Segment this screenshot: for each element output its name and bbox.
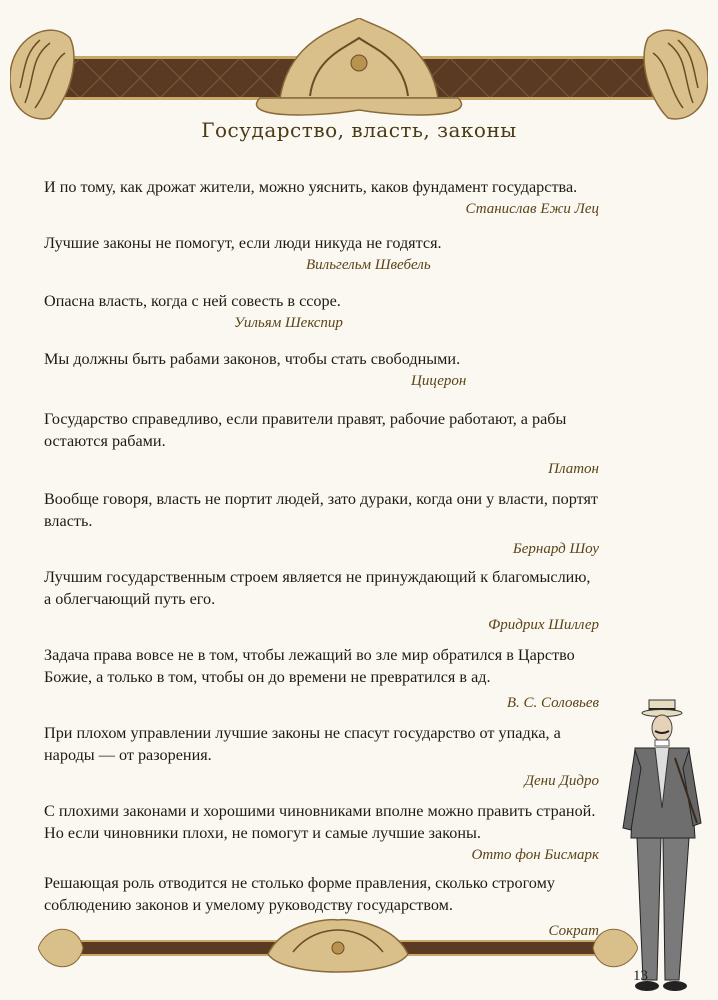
quote-author: Отто фон Бисмарк: [471, 847, 599, 863]
footer-ornament: [38, 918, 638, 978]
quote-text: С плохими законами и хорошими чиновниками вполне можно править страной. Но если чиновники плохи, не помогут и самые лучшие законы.: [44, 802, 596, 842]
quote-author: Сократ: [548, 923, 599, 939]
quote-item: [44, 722, 599, 800]
quote-author: Станислав Ежи Лец: [465, 201, 599, 217]
quote-text: Опасна власть, когда с ней совесть в ссоре.: [44, 292, 341, 310]
quote-item: [44, 348, 599, 408]
quote-text: Лучшие законы не помогут, если люди никуда не годятся.: [44, 234, 442, 252]
quote-author: Уильям Шекспир: [234, 315, 343, 331]
quote-text: Решающая роль отводится не столько форме правления, сколько строгому соблюдению законов и умелому руководству государством.: [44, 874, 555, 914]
quote-text: И по тому, как дрожат жители, можно уяснить, каков фундамент государства.: [44, 178, 578, 196]
quote-item: [44, 566, 599, 644]
quote-author: Платон: [548, 461, 599, 477]
quote-author: Цицерон: [411, 373, 467, 389]
quote-author: Фридрих Шиллер: [488, 617, 599, 633]
quote-author: Бернард Шоу: [512, 541, 599, 557]
quote-item: [44, 232, 599, 290]
quote-item: [44, 800, 599, 872]
header-ornament: [10, 18, 708, 128]
quote-item: [44, 290, 599, 348]
quote-author: Дени Дидро: [524, 773, 599, 789]
quote-item: [44, 644, 599, 722]
page-title: Государство, власть, законы: [201, 118, 517, 142]
quote-text: Вообще говоря, власть не портит людей, зато дураки, когда они у власти, портят власть.: [44, 490, 598, 530]
quote-text: Мы должны быть рабами законов, чтобы стать свободными.: [44, 350, 461, 368]
quote-text: Лучшим государственным строем является не принуждающий к благомыслию, а облегчающий путь его.: [44, 568, 591, 608]
gentleman-illustration: [605, 698, 710, 998]
quote-item: [44, 408, 599, 488]
quote-author: В. С. Соловьев: [506, 695, 599, 711]
quote-author: Вильгельм Швебель: [306, 257, 431, 273]
quotes-list: [44, 176, 599, 942]
quote-item: [44, 488, 599, 566]
quote-text: При плохом управлении лучшие законы не спасут государство от упадка, а народы — от разорения.: [44, 724, 561, 764]
quote-text: Задача права вовсе не в том, чтобы лежащий во зле мир обратился в Царство Божие, а только в том, чтобы он до времени не превратился в ад.: [44, 646, 575, 686]
page-number: 13: [633, 968, 648, 984]
quote-text: Государство справедливо, если правители правят, рабочие работают, а рабы остаются рабами.: [44, 410, 567, 450]
quote-item: [44, 176, 599, 232]
